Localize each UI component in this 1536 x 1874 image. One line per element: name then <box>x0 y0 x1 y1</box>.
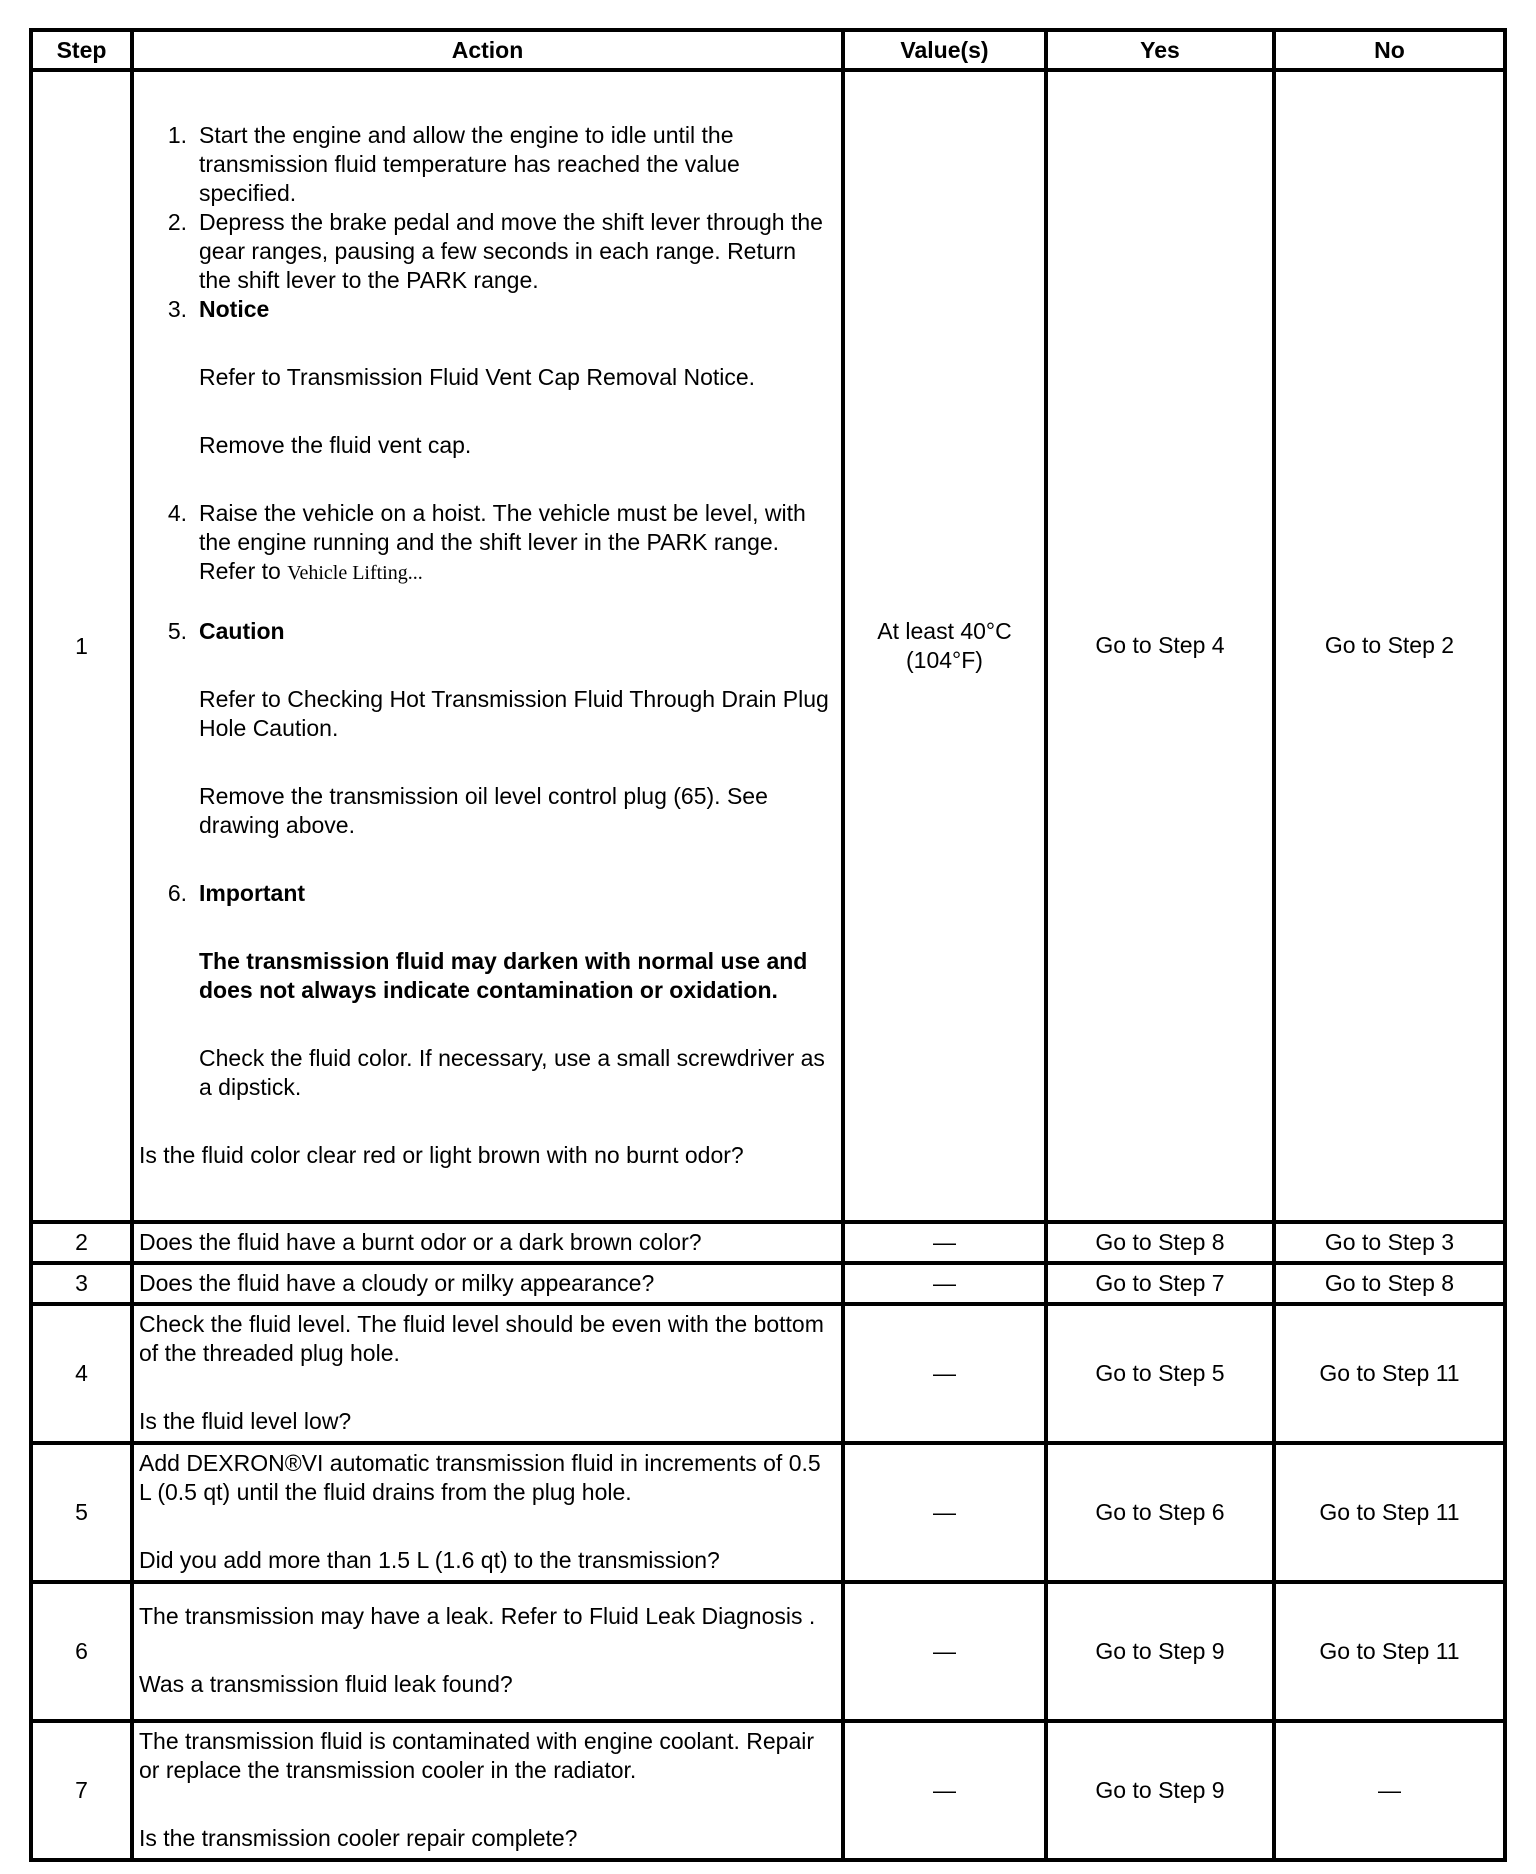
value-cell: — <box>843 1263 1046 1304</box>
yes-cell: Go to Step 7 <box>1046 1263 1274 1304</box>
action-text: The transmission fluid is contaminated with engine coolant. Repair or replace the transmission cooler in the radiator. <box>139 1727 815 1783</box>
list-text: Depress the brake pedal and move the shift lever through the gear ranges, pausing a few seconds in each range. Return the shift lever to the PARK range. <box>199 208 823 293</box>
list-text: Start the engine and allow the engine to idle until the transmission fluid temperature has reached the value specified. <box>199 121 740 206</box>
list-number: 4. <box>167 499 187 526</box>
step-question: Is the transmission cooler repair complete? <box>139 1824 578 1851</box>
list-text: Raise the vehicle on a hoist. The vehicle must be level, with the engine running and the shift lever in the PARK range. Refer to <box>199 499 806 584</box>
no-cell: Go to Step 2 <box>1274 70 1505 1222</box>
step-question: Was a transmission fluid leak found? <box>139 1671 513 1697</box>
table-row-step-5 <box>31 1443 1505 1582</box>
list-item <box>139 617 833 879</box>
list-item <box>139 499 833 617</box>
vehicle-lifting-link[interactable]: Vehicle Lifting... <box>287 561 423 584</box>
table-row-step-1 <box>31 70 1505 1222</box>
important-heading: Important <box>199 879 306 906</box>
list-item <box>139 121 833 208</box>
yes-cell: Go to Step 9 <box>1046 1582 1274 1721</box>
notice-text: Refer to Transmission Fluid Vent Cap Removal Notice. <box>199 363 756 390</box>
value-cell: — <box>843 1443 1046 1582</box>
list-item <box>139 295 833 499</box>
action-cell <box>132 1582 843 1721</box>
table-row-step-2 <box>31 1222 1505 1263</box>
list-number: 1. <box>167 121 187 148</box>
list-number: 2. <box>167 208 187 235</box>
step-number: 1 <box>31 70 132 1222</box>
value-line: At least 40°C <box>877 618 1012 644</box>
notice-heading: Notice <box>199 295 270 322</box>
action-text: Add DEXRON®VI automatic transmission fluid in increments of 0.5 L (0.5 qt) until the fluid drains from the plug hole. <box>139 1449 821 1505</box>
caution-heading: Caution <box>199 617 285 644</box>
step-number: 7 <box>31 1721 132 1860</box>
list-item <box>139 879 833 1102</box>
step-question: Is the fluid level low? <box>139 1407 352 1434</box>
yes-cell: Go to Step 5 <box>1046 1304 1274 1443</box>
value-cell <box>843 70 1046 1222</box>
no-cell: Go to Step 11 <box>1274 1443 1505 1582</box>
list-number: 5. <box>167 617 187 644</box>
list-number: 6. <box>167 879 187 906</box>
action-cell <box>132 1304 843 1443</box>
step-question: Did you add more than 1.5 L (1.6 qt) to the transmission? <box>139 1546 720 1573</box>
caution-text: Refer to Checking Hot Transmission Fluid Through Drain Plug Hole Caution. <box>199 685 829 741</box>
header-no: No <box>1274 30 1505 70</box>
value-line: (104°F) <box>906 647 983 673</box>
list-text: Remove the fluid vent cap. <box>199 431 472 458</box>
important-text: The transmission fluid may darken with normal use and does not always indicate contamination or oxidation. <box>199 947 808 1003</box>
no-cell: Go to Step 3 <box>1274 1222 1505 1263</box>
instruction-list <box>139 121 833 1102</box>
action-cell: Does the fluid have a cloudy or milky appearance? <box>132 1263 843 1304</box>
no-cell: Go to Step 8 <box>1274 1263 1505 1304</box>
no-cell: Go to Step 11 <box>1274 1582 1505 1721</box>
table-row-step-7 <box>31 1721 1505 1860</box>
action-cell <box>132 70 843 1222</box>
list-text: Check the fluid color. If necessary, use a small screwdriver as a dipstick. <box>199 1044 825 1100</box>
header-values: Value(s) <box>843 30 1046 70</box>
table-row-step-3 <box>31 1263 1505 1304</box>
header-yes: Yes <box>1046 30 1274 70</box>
table-row-step-6 <box>31 1582 1505 1721</box>
table-row-step-4 <box>31 1304 1505 1443</box>
action-text: Check the fluid level. The fluid level should be even with the bottom of the threaded plug hole. <box>139 1310 824 1366</box>
value-cell: — <box>843 1582 1046 1721</box>
value-cell: — <box>843 1304 1046 1443</box>
step-number: 4 <box>31 1304 132 1443</box>
list-text: Remove the transmission oil level control plug (65). See drawing above. <box>199 782 768 838</box>
action-cell <box>132 1443 843 1582</box>
list-item <box>139 208 833 295</box>
action-cell: Does the fluid have a burnt odor or a dark brown color? <box>132 1222 843 1263</box>
list-number: 3. <box>167 295 187 322</box>
yes-cell: Go to Step 4 <box>1046 70 1274 1222</box>
step-number: 2 <box>31 1222 132 1263</box>
yes-cell: Go to Step 8 <box>1046 1222 1274 1263</box>
step-number: 5 <box>31 1443 132 1582</box>
header-step: Step <box>31 30 132 70</box>
yes-cell: Go to Step 6 <box>1046 1443 1274 1582</box>
no-cell: Go to Step 11 <box>1274 1304 1505 1443</box>
step-number: 6 <box>31 1582 132 1721</box>
action-text: The transmission may have a leak. Refer to Fluid Leak Diagnosis . <box>139 1603 816 1629</box>
diagnostic-table <box>29 28 1507 1862</box>
value-cell: — <box>843 1721 1046 1860</box>
step-question: Is the fluid color clear red or light brown with no burnt odor? <box>139 1141 744 1168</box>
action-cell <box>132 1721 843 1860</box>
header-action: Action <box>132 30 843 70</box>
step-number: 3 <box>31 1263 132 1304</box>
no-cell: — <box>1274 1721 1505 1860</box>
value-cell: — <box>843 1222 1046 1263</box>
yes-cell: Go to Step 9 <box>1046 1721 1274 1860</box>
header-row <box>31 30 1505 70</box>
